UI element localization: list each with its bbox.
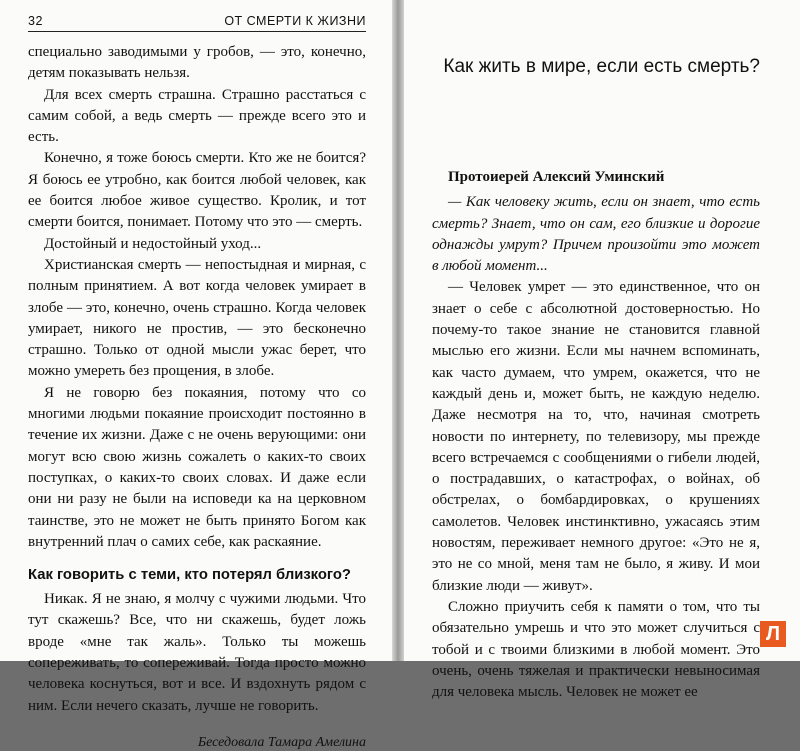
paragraph: Сложно приучить себя к памяти о том, что ты обязательно умрешь и что это может случиться с тобой и с твоими близкими в любой момент. Это очень, очень тяжелая и практически невыносимая для человека мысль. Человек не может ее — [432, 598, 760, 701]
paragraph: — Человек умрет — это единственное, что он знает о себе с абсолютной достоверностью. Но почему-то такое знание не становится главной мыслью его жизни. Если мы начнем вспоминать, как часто думаем, что умрем, окажется, что не каждый день и, может быть, не каждую неделю. Даже несмотря на то, что, начиная смотреть новости по интернету, по телевизору, мы прежде всего встречаемся с сообщениями о гибели людей, о пострадавших, о катастрофах, о войнах, об обстрелах, о бомбардировках, о крушениях самолетов. Человек инстинктивно, ужасаясь этим новостям, переживает немного другое: «Это не я, это не со мной, меня там не было, я живу. И мои близкие люди — живут». — [432, 279, 760, 594]
running-header — [28, 14, 366, 32]
running-title: ОТ СМЕРТИ К ЖИЗНИ — [224, 14, 366, 28]
left-page-content — [28, 42, 366, 751]
interviewer-signature: Беседовала Тамара Амелина — [197, 734, 366, 750]
right-page — [404, 0, 800, 701]
interview-question: — Как человеку жить, если он знает, что есть смерть? Знает, что он сам, его близкие и дорогие однажды умрут? Причем произойти это может в любой момент... — [432, 194, 760, 275]
paragraph: Для всех смерть страшна. Страшно расстаться с самим собой, а ведь смерть — прежде всего это и есть. — [28, 86, 366, 146]
left-page — [0, 0, 392, 750]
speaker-name: Протоиерей Алексий Уминский — [448, 169, 665, 185]
right-page-content — [432, 55, 760, 703]
paragraph: Никак. Я не знаю, я молчу с чужими людьми. Что тут скажешь? Все, что ни скажешь, будет ложь вроде «мне так жаль». Только ты можешь сопереживать, то сопереживай. Тогда просто можно человека коснуться, вот и все. И вздохнуть рядом с ним. Если нечего сказать, лучше не говорить. — [28, 591, 366, 714]
section-heading: Как говорить с теми, кто потерял близкого? — [28, 567, 351, 584]
paragraph: специально заводимыми у гробов, — это, конечно, детям показывать нельзя. — [28, 44, 366, 82]
paragraph: Христианская смерть — непостыдная и мирная, с полным принятием. А вот когда человек умирает в злобе — это, конечно, очень страшно. Когда человек умирает, никого не простив, — это бесконечно страшно. Только от одной мысли ужас берет, что можно умереть без прощения, в злобе. — [28, 256, 366, 380]
paragraph: Достойный и недостойный уход... — [44, 235, 262, 252]
publisher-logo-icon: Л — [760, 621, 786, 647]
book-gutter — [392, 0, 404, 661]
chapter-title: Как жить в мире, если есть смерть? — [443, 56, 760, 77]
page-number: 32 — [28, 14, 43, 28]
paragraph: Я не говорю без покаяния, потому что со многими людьми покаяние происходит постоянно в течение их жизни. Даже с не очень верующими: они могут всю свою жизнь сожалеть о каких-то своих поступках, о каких-то своих словах. И даже если они ни разу не были на исповеди ка на церковном таинстве, это не может не быть принято Богом как внутренний плач о самих себе, как раскаяние. — [28, 384, 366, 550]
paragraph: Конечно, я тоже боюсь смерти. Кто же не боится? Я боюсь ее утробно, как боится любой человек, как ее боится любое живое существо. Кролик, и тот смерти боится, понимает. Потому что это — смерть. — [28, 150, 366, 231]
